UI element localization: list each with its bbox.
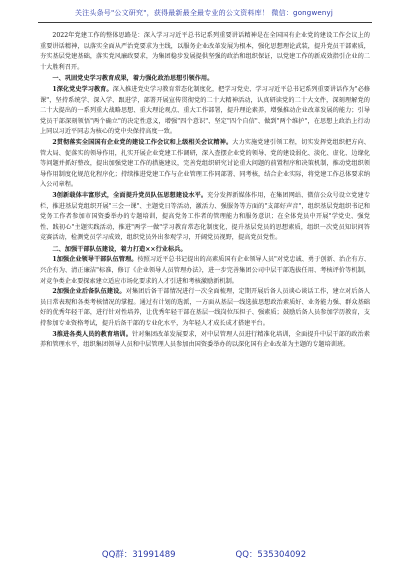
section-2-item-3: [40, 330, 370, 351]
document-body: [40, 31, 370, 541]
section-2-item-2-title: 2加强企业后备队伍建设。: [52, 288, 126, 296]
page-header: [0, 0, 408, 28]
section-1-item-1: [40, 85, 370, 138]
page-footer: [0, 548, 408, 560]
section-2-item-3-title: 3推进各类人员的教育培训。: [52, 330, 132, 338]
section-2-heading: 二、加强干部队伍建设，着力打造××行业标兵。: [52, 245, 187, 253]
header-divider: [38, 22, 372, 23]
intro-paragraph: 2022年党建工作的整体思路是：深入学习习近平总书记系列重要讲话精神是在全国国有企业党的建设工作会议上的重要讲话精神，以落实全面从严治党要求为主线，以服务企业改革发展为根本，强化思想理论武装，提升党员干部素质，夯实基层党建基础，落实党风廉政要求，为集团稳步发展提供坚强的政治和组织保证，以党建工作的新成效指引企业的二十大胜利召开。: [40, 32, 370, 71]
section-1-item-3: [40, 191, 370, 244]
section-2-item-2-text: 对集团后备干部情况进行一次全面梳理，定期开展后备人员谈心谈话工作，建立对后备人员日常表现和各类考核情况的掌握。通过有计划的选派，一方面从基层一线选拔思想政治素质好、业务能力强、群众基础好的优秀年轻干部，进行针对性培养，让优秀年轻干部在基层一线岗位压担子、强素质；鼓励后备人员参加学历教育，支持参加专业资格考试，提升后备干部的专业化水平，为年轻人才成长成才搭建平台。: [40, 288, 370, 328]
section-2-item-1-text: 按照习近平总书记提出的高素质国有企业领导人员"对党忠诚、勇于创新、治企有方、兴企有为、清正廉洁"标准，修订《企业领导人员管理办法》，进一步完善集团公司中层干部选拔任用、考核评价等机制，对竞争类企业要探索建立适应市场化要求的人才引进和考核激励新机制。: [40, 256, 370, 285]
section-1-item-2-title: 2贯彻落实全国国有企业党的建设工作会议和上级相关会议精神。: [52, 138, 233, 146]
section-2-item-2: [40, 287, 370, 329]
section-2-item-1-title: 1加强企业领导干部队伍管理。: [52, 256, 138, 264]
footer-qq-contact: QQ：535304092: [235, 550, 307, 560]
section-2-item-1: [40, 255, 370, 287]
header-promo-text: 关注头条号"公文研究"，获得最新最全最专业的公文资料库！ 微信：gongwenyj: [74, 9, 334, 17]
section-1-item-3-text: 充分发挥新媒体作用，在集团网站、微信公众号设立党建专栏，推进基层党组织开展"三会一课"、主题党日等活动，激活力、强服务等方面的"支部好声音"，组织基层党组织书记和党务工作者参加市国资委举办的专题培训，提高党务工作者的管理能力和服务意识；在全体党员中开展"学党史、强党性、践初心"主题实践活动，推进"两学一做"学习教育常态化制度化，提升基层党员的思想素质，组织一次党员知识问答竞赛活动，检测党员学习成效，组织党员外出参观学习，开阔党员视野，提高党员党性。: [40, 191, 370, 242]
section-2-item-3-text: 针对集团改革发展要求，对中层管理人员进行精准化培训，全面提升中层干部的政治素养和管理水平，组织集团领导人员和中层管理人员参加由国资委举办的以深化国有企业改革为主题的专题培训班。: [40, 330, 370, 349]
section-1-item-1-text: 深入推进党史学习教育常态化制度化，把学习党史、学习习近平总书记系列重要讲话作为"必修课"，坚持系统学、深入学、跟进学，部署开展宣传贯彻党的二十大精神活动，认真研读党的二十大文件，深刻理解党的二十大提出的一系列重大战略思想、重大理论观点、重大工作部署，提升理论素养，增强推动企业改革发展的能力；引导党员干部深刻领悟"两个确立"的决定性意义，增强"四个意识"、坚定"四个自信"、做到"两个维护"，在思想上政治上行动上同以习近平同志为核心的党中央保持高度一致。: [40, 85, 370, 136]
section-1-item-2: [40, 138, 370, 191]
section-1-item-2-text: 大力实施党建引领工程，切实发挥党组织把方向、管大局、促落实的领导作用，扎实开展企业党建工作调研，深入查摆企业党的领导、党的建设弱化、淡化、虚化、边缘化等问题并抓好整改，提出加强党建工作的措施建议，完善党组织研究讨论重大问题的前置程序和决策机制，推动党组织领导作用制度化规范化程序化；持续推进党建工作与企业管理工作同部署、同考核，结合企业实际，将党建工作总体要求纳入公司章程。: [40, 138, 370, 189]
section-1-heading: 一、巩固党史学习教育成果，着力强化政治思想引领作用。: [52, 75, 214, 83]
section-1-item-3-title: 3创新载体丰富形式，全面提升党员队伍思想建设水平。: [52, 191, 208, 199]
section-1-item-1-title: 1深化党史学习教育。: [52, 85, 113, 93]
footer-qq-group: QQ群：31991489: [101, 550, 176, 560]
